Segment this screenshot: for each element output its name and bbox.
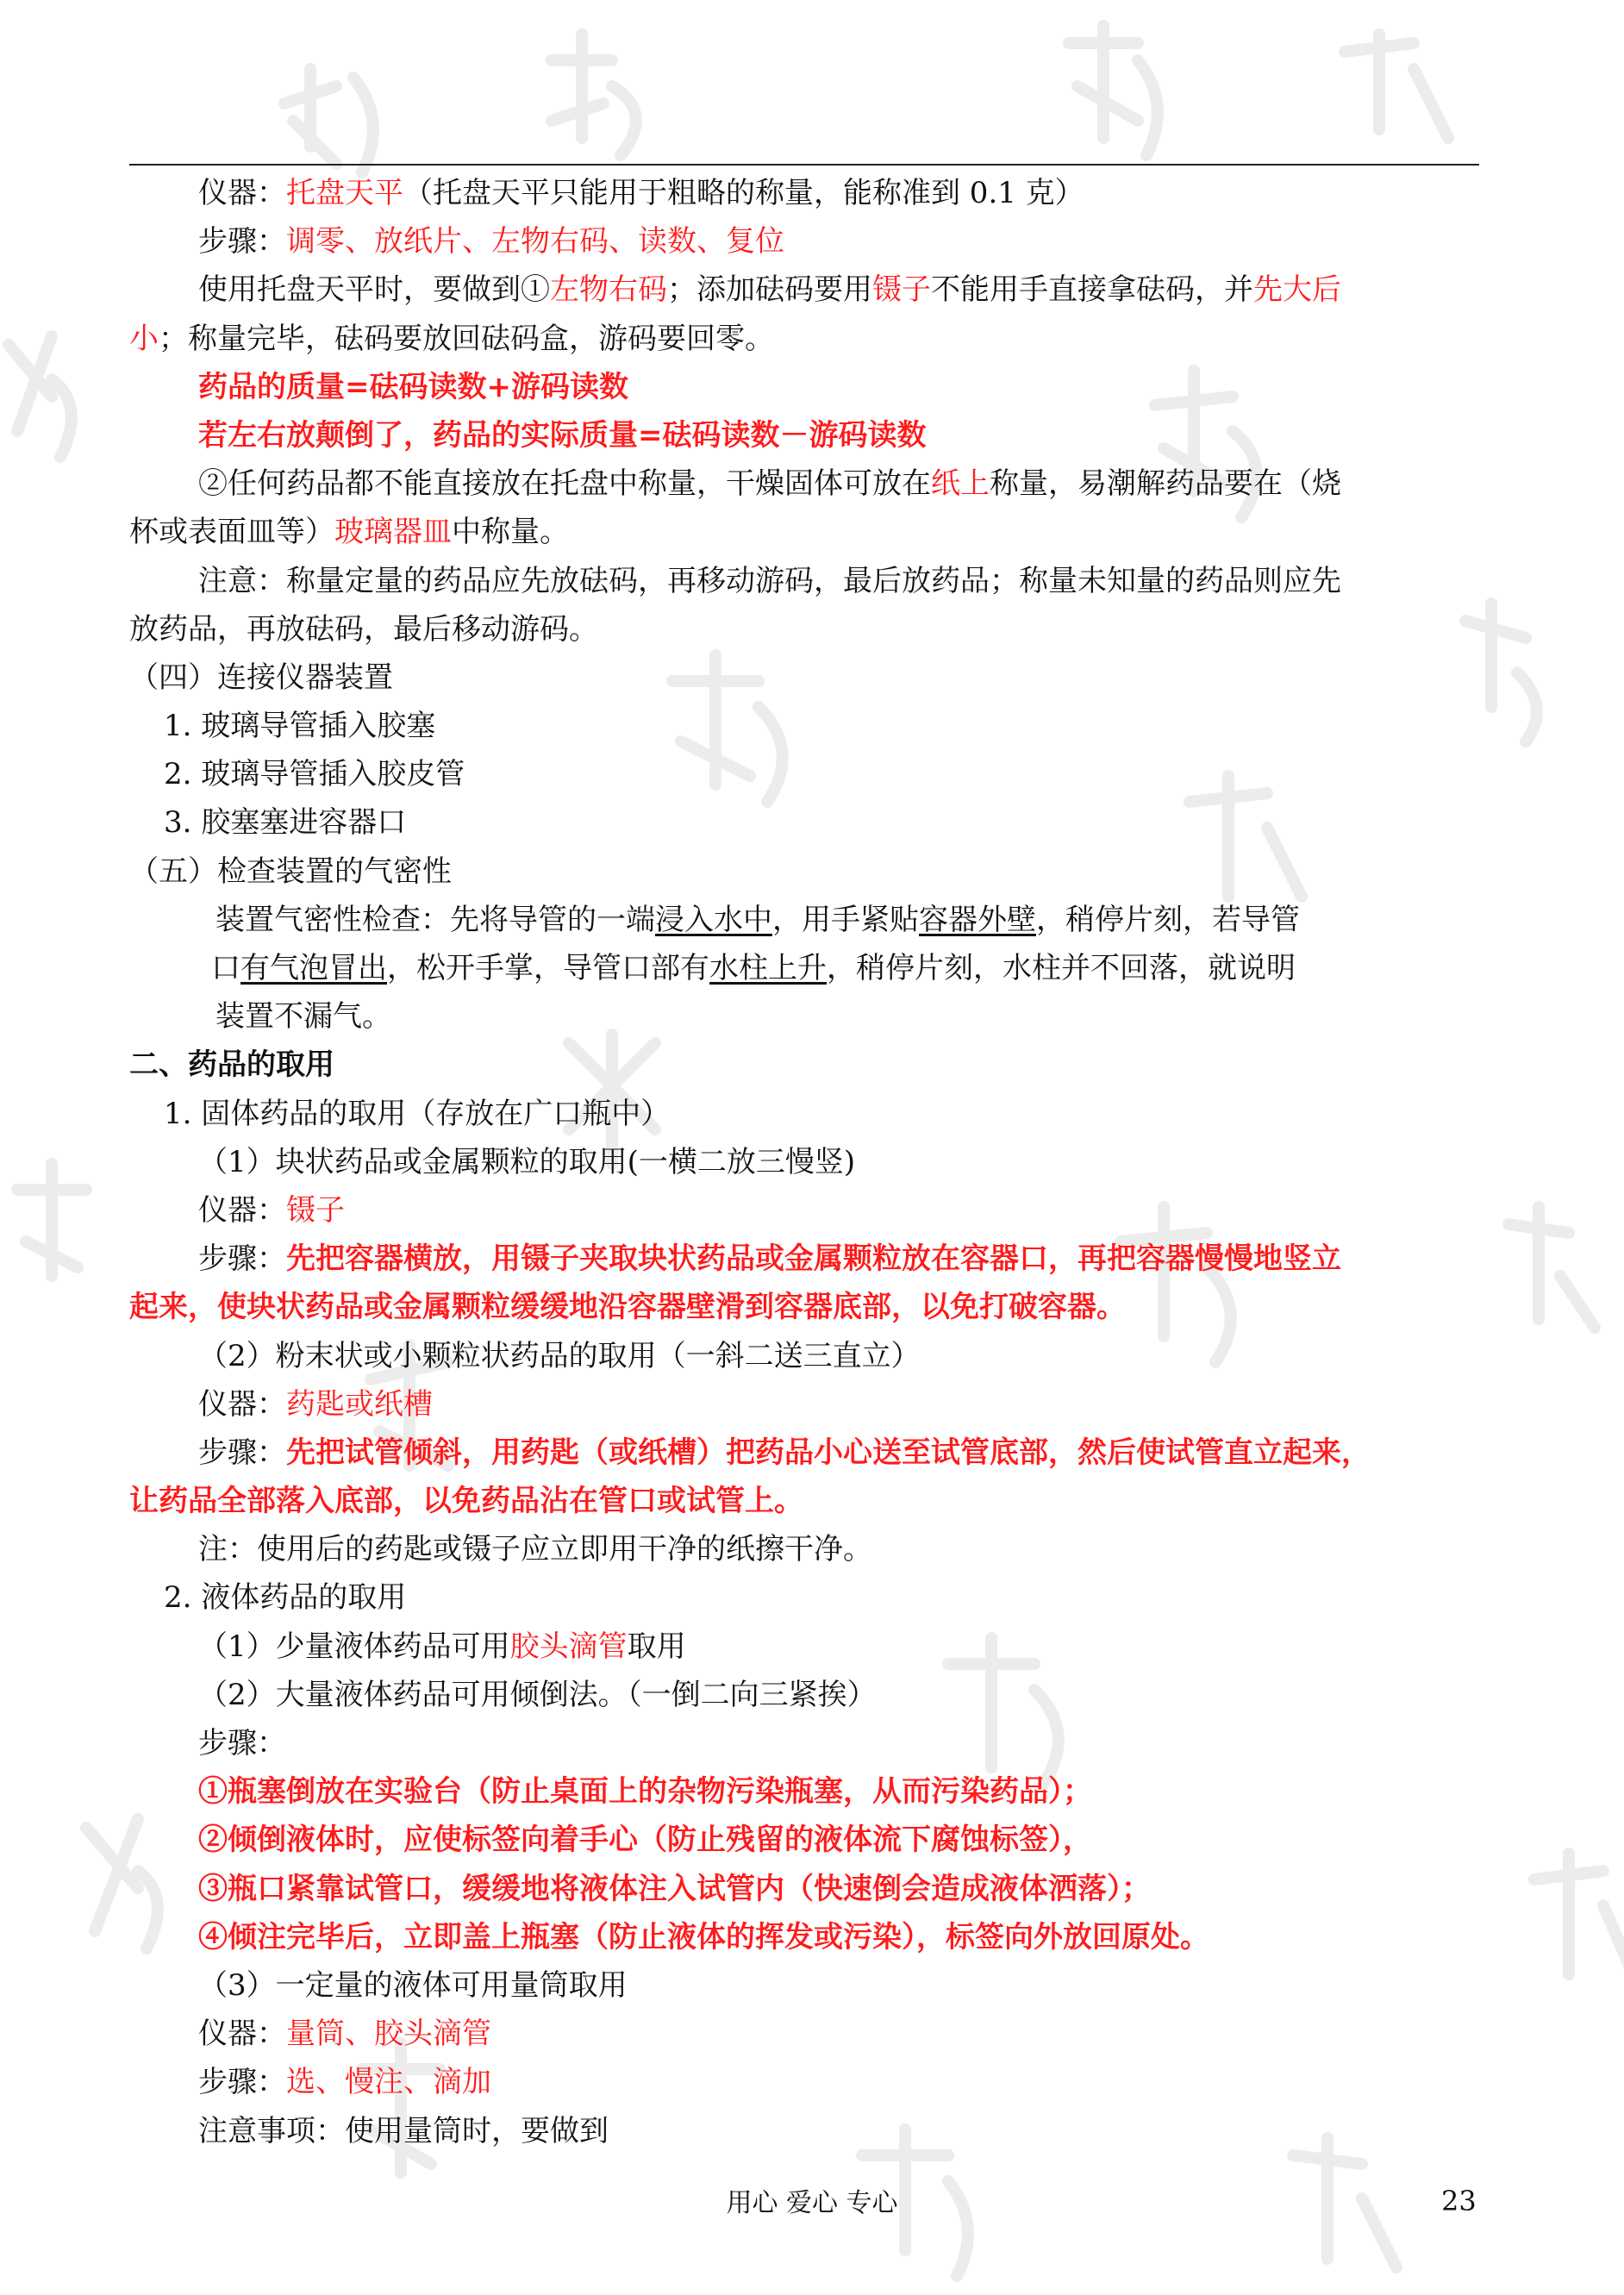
text-segment: 装置不漏气。 [215, 999, 391, 1035]
text-line [129, 217, 1479, 266]
text-line [129, 896, 1479, 944]
step-item [129, 1767, 1479, 1816]
text-segment: 镊子 [872, 272, 931, 308]
text-segment: ，稍停片刻，水柱并不回落，就说明 [827, 951, 1296, 985]
text-segment: 1. 玻璃导管插入胶塞 [164, 709, 436, 744]
text-segment: ④倾注完毕后，立即盖上瓶塞（防止液体的挥发或污染），标签向外放回原处。 [198, 1919, 1209, 1954]
text-segment: 2. 液体药品的取用 [164, 1580, 407, 1616]
subsection-heading [129, 1332, 1479, 1380]
watermark-glyph [9, 336, 72, 457]
text-segment: 选、慢注、滴加 [286, 2065, 491, 2100]
section-heading [129, 847, 1479, 896]
text-line [129, 315, 1479, 363]
list-item [129, 750, 1479, 798]
text-segment: 量筒、胶头滴管 [286, 2017, 491, 2052]
text-line [129, 411, 1479, 460]
text-line [129, 363, 1479, 411]
section-heading [129, 653, 1479, 702]
text-line [129, 557, 1479, 605]
text-segment: ；称量完毕，砝码要放回砝码盒，游码要回零。 [159, 321, 774, 356]
text-segment: 先把容器横放，用镊子夹取块状药品或金属颗粒放在容器口，再把容器慢慢地竖立 [286, 1241, 1341, 1277]
text-segment: 仪器： [198, 1386, 286, 1422]
watermark-glyph [552, 34, 636, 155]
text-segment: ，松开手掌，导管口部有 [387, 951, 709, 985]
page-number: 23 [1441, 2185, 1477, 2217]
text-segment: 纸上 [931, 466, 990, 502]
text-segment: 仪器： [198, 176, 286, 210]
text-segment: （2）大量液体药品可用倾倒法。（一倒二向三紧挨） [198, 1677, 877, 1712]
text-segment: 步骤： [198, 2065, 286, 2100]
step-item [129, 1913, 1479, 1961]
text-segment: 让药品全部落入底部，以免药品沾在管口或试管上。 [129, 1484, 803, 1519]
watermark-glyph [1534, 1854, 1624, 1974]
text-segment: 镊子 [286, 1192, 345, 1228]
text-segment: 步骤： [198, 1435, 286, 1470]
text-segment: 先大后 [1253, 272, 1341, 308]
subsection-heading [129, 1623, 1479, 1671]
text-segment: 步骤： [198, 1726, 286, 1760]
text-segment: 放药品，再放砝码，最后移动游码。 [129, 611, 598, 647]
text-line [129, 1283, 1479, 1331]
step-item [129, 1865, 1479, 1913]
text-segment: （3）一定量的液体可用量筒取用 [198, 1967, 628, 2003]
text-segment: （2）粉末状或小颗粒状药品的取用（一斜二送三直立） [198, 1338, 921, 1373]
text-line [129, 605, 1479, 653]
watermark-glyph [284, 69, 373, 172]
text-line [129, 1186, 1479, 1235]
watermark-glyph [1069, 26, 1158, 155]
text-segment: （四）连接仪器装置 [129, 660, 393, 695]
text-line [129, 1719, 1479, 1767]
step-item [129, 1816, 1479, 1864]
text-line [129, 508, 1479, 556]
text-line [129, 460, 1479, 508]
list-item [129, 1573, 1479, 1622]
header-rule [129, 164, 1479, 166]
text-segment: 起来，使块状药品或金属颗粒缓缓地沿容器壁滑到容器底部，以免打破容器。 [129, 1290, 1126, 1325]
text-line [129, 169, 1479, 217]
text-segment: 有气泡冒出 [240, 951, 387, 985]
text-segment: ，稍停片刻，若导管 [1036, 902, 1300, 937]
text-segment: ；添加砝码要用 [667, 272, 872, 308]
text-segment: 容器外壁 [919, 902, 1036, 937]
text-segment: 药品的质量=砝码读数+游码读数 [198, 369, 628, 404]
text-segment: 玻璃器皿 [334, 515, 452, 550]
list-item [129, 702, 1479, 750]
text-segment: 杯或表面皿等） [129, 515, 334, 550]
list-item [129, 1090, 1479, 1138]
text-segment: 2. 玻璃导管插入胶皮管 [164, 757, 465, 792]
text-line [129, 944, 1479, 992]
text-line [129, 2010, 1479, 2058]
subsection-heading [129, 1961, 1479, 2010]
text-line [129, 1525, 1479, 1573]
text-segment: 口 [211, 951, 240, 985]
page-content [129, 169, 1479, 2155]
footer-motto: 用心 爱心 专心 [726, 2188, 898, 2218]
text-segment: 小 [129, 321, 159, 356]
watermark-glyph [17, 1164, 86, 1276]
text-segment: ③瓶口紧靠试管口，缓缓地将液体注入试管内（快速倒会造成液体洒落）； [198, 1871, 1151, 1906]
watermark-glyph [1508, 1207, 1595, 1328]
text-segment: 注意事项：使用量筒时，要做到 [198, 2113, 609, 2148]
text-segment: 取用 [627, 1629, 686, 1664]
text-segment: ②任何药品都不能直接放在托盘中称量，干燥固体可放在 [198, 466, 931, 502]
chapter-heading [129, 1041, 1479, 1089]
text-segment: 若左右放颠倒了，药品的实际质量=砝码读数－游码读数 [198, 417, 927, 453]
text-segment: 中称量。 [452, 515, 569, 550]
text-segment: 1. 固体药品的取用（存放在广口瓶中） [164, 1096, 671, 1131]
text-segment: 先把试管倾斜，用药匙（或纸槽）把药品小心送至试管底部，然后使试管直立起来， [286, 1435, 1371, 1470]
text-segment: 二、药品的取用 [129, 1047, 334, 1083]
text-segment: 仪器： [198, 2017, 286, 2052]
text-segment: （五）检查装置的气密性 [129, 854, 452, 889]
text-segment: 药匙或纸槽 [286, 1386, 433, 1422]
text-segment: （1）块状药品或金属颗粒的取用(一横二放三慢竖) [198, 1144, 856, 1179]
text-segment: 托盘天平 [286, 176, 403, 210]
text-segment: ②倾倒液体时，应使标签向着手心（防止残留的液体流下腐蚀标签）， [198, 1823, 1092, 1858]
text-line [129, 1429, 1479, 1477]
text-segment: 使用托盘天平时，要做到① [198, 272, 550, 308]
text-line [129, 992, 1479, 1041]
text-segment: （托盘天平只能用于粗略的称量，能称准到 0.1 克） [403, 176, 1084, 210]
text-segment: 3. 胶塞塞进容器口 [164, 805, 407, 841]
text-segment: 称量，易潮解药品要在（烧 [990, 466, 1341, 502]
text-segment: 胶头滴管 [509, 1629, 628, 1664]
text-segment: 步骤： [198, 224, 286, 260]
text-line [129, 2107, 1479, 2155]
text-segment: 步骤： [198, 1241, 286, 1277]
subsection-heading [129, 1138, 1479, 1186]
text-segment: 注：使用后的药匙或镊子应立即用干净的纸擦干净。 [198, 1532, 872, 1567]
list-item [129, 798, 1479, 847]
text-line [129, 2058, 1479, 2106]
text-segment: 左物右码 [550, 272, 667, 308]
text-segment: 注意：称量定量的药品应先放砝码，再移动游码，最后放药品；称量未知量的药品则应先 [198, 563, 1341, 598]
text-segment: 装置气密性检查：先将导管的一端 [215, 902, 655, 937]
text-segment: 水柱上升 [709, 951, 827, 985]
text-line [129, 266, 1479, 314]
text-line [129, 1477, 1479, 1525]
subsection-heading [129, 1671, 1479, 1719]
watermark-glyph [1345, 34, 1448, 138]
text-segment: 不能用手直接拿砝码，并 [931, 272, 1253, 308]
text-segment: ①瓶塞倒放在实验台（防止桌面上的杂物污染瓶塞，从而污染药品）； [198, 1774, 1092, 1810]
text-segment: 浸入水中 [655, 902, 772, 937]
text-line [129, 1235, 1479, 1283]
text-line [129, 1380, 1479, 1429]
text-segment: 仪器： [198, 1192, 286, 1228]
text-segment: ，用手紧贴 [772, 902, 919, 937]
text-segment: 调零、放纸片、左物右码、读数、复位 [286, 224, 784, 260]
text-segment: （1）少量液体药品可用 [198, 1629, 510, 1664]
